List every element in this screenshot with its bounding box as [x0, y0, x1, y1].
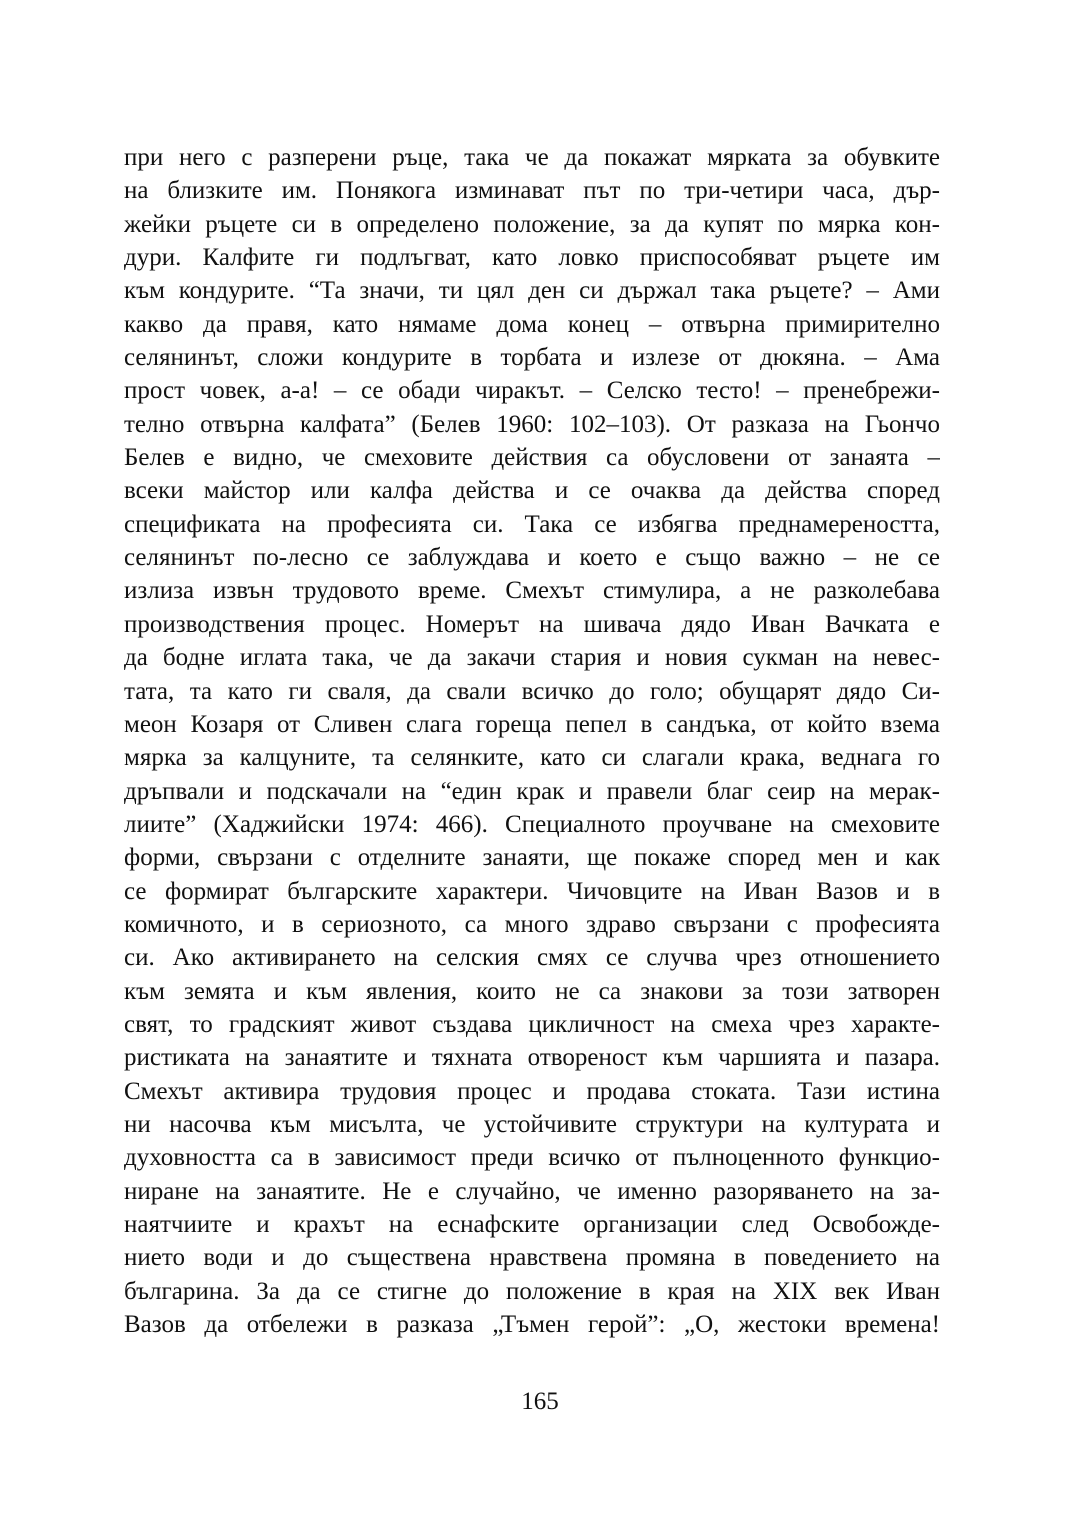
text-line: телно отвърна калфата” (Белев 1960: 102–103). От разказа на Гьончо [124, 410, 940, 438]
text-line: лиите” (Хаджийски 1974: 466). Специалното проучване на смеховите [124, 810, 940, 838]
body-text [124, 141, 940, 1341]
text-line: форми, свързани с отделните занаяти, ще покаже според мен и как [124, 844, 940, 872]
text-line: си. Ако активирането на селския смях се случва чрез отношението [124, 944, 940, 972]
text-line: българина. За да се стигне до положение в края на XIX век Иван [124, 1277, 940, 1305]
text-line: ристиката на занаятите и тяхната отвореност към чаршията и пазара. [124, 1044, 940, 1072]
text-line: нието води и до съществена нравствена промяна в поведението на [124, 1244, 940, 1272]
text-line: мярка за калцуните, та селянките, като си слагали крака, веднага го [124, 744, 940, 772]
text-line: към кондурите. “Та значи, ти цял ден си държал така ръцете? – Ами [124, 277, 940, 305]
text-line: ниране на занаятите. Не е случайно, че именно разоряването на за- [124, 1177, 940, 1205]
text-line: дури. Калфите ги подлъгват, като ловко приспособяват ръцете им [124, 244, 940, 272]
page-number: 165 [521, 1388, 559, 1415]
text-line: при него с разперени ръце, така че да покажат мярката за обувките [124, 144, 940, 171]
text-line: какво да правя, като нямаме дома конец – отвърна примирително [124, 310, 940, 338]
text-line: на близките им. Понякога изминават път по три-четири часа, дър- [124, 177, 940, 205]
text-line: Вазов да отбележи в разказа „Тъмен герой”: „О, жестоки времена! [124, 1311, 940, 1339]
text-line: комичното, и в сериозното, са много здраво свързани с професията [124, 910, 940, 938]
text-line: свят, то градският живот създава цикличност на смеха чрез характе- [124, 1010, 940, 1038]
text-line: селянинът, сложи кондурите в торбата и излезе от дюкяна. – Ама [124, 344, 940, 372]
text-line: меон Козаря от Сливен слага гореща пепел в сандъка, от който взема [124, 710, 940, 738]
text-line: прост човек, а-а! – се обади чиракът. – Селско тесто! – пренебрежи- [124, 377, 940, 405]
text-line: да бодне иглата така, че да закачи стария и новия сукман на невес- [124, 644, 940, 672]
text-line: Смехът активира трудовия процес и продава стоката. Тази истина [124, 1077, 940, 1105]
text-line: спецификата на професията си. Така се избягва преднамереността, [124, 510, 940, 538]
text-line: към земята и към явления, които не са знакови за този затворен [124, 977, 940, 1005]
text-line: жейки ръцете си в определено положение, за да купят по мярка кон- [124, 210, 940, 238]
text-line: всеки майстор или калфа действа и се очаква да действа според [124, 477, 940, 505]
text-line: ни насочва към мисълта, че устойчивите структури на културата и [124, 1110, 940, 1138]
text-line: излиза извън трудовото време. Смехът стимулира, а не разколебава [124, 577, 940, 605]
text-line: Белев е видно, че смеховите действия са обусловени от занаята – [124, 444, 940, 472]
text-line: духовността са в зависимост преди всичко от пълноценното функцио- [124, 1144, 940, 1172]
text-line: се формират българските характери. Чичовците на Иван Вазов и в [124, 877, 940, 905]
text-line: наятчиите и крахът на еснафските организации след Освобожде- [124, 1211, 940, 1238]
text-line: дръпвали и подскачали на “един крак и правели благ сеир на мерак- [124, 777, 940, 805]
text-line: производствения процес. Номерът на шивача дядо Иван Вачката е [124, 610, 940, 638]
text-line: тата, та като ги сваля, да свали всичко до голо; обущарят дядо Си- [124, 677, 940, 705]
text-line: селянинът по-лесно се заблуждава и което е също важно – не се [124, 544, 940, 572]
